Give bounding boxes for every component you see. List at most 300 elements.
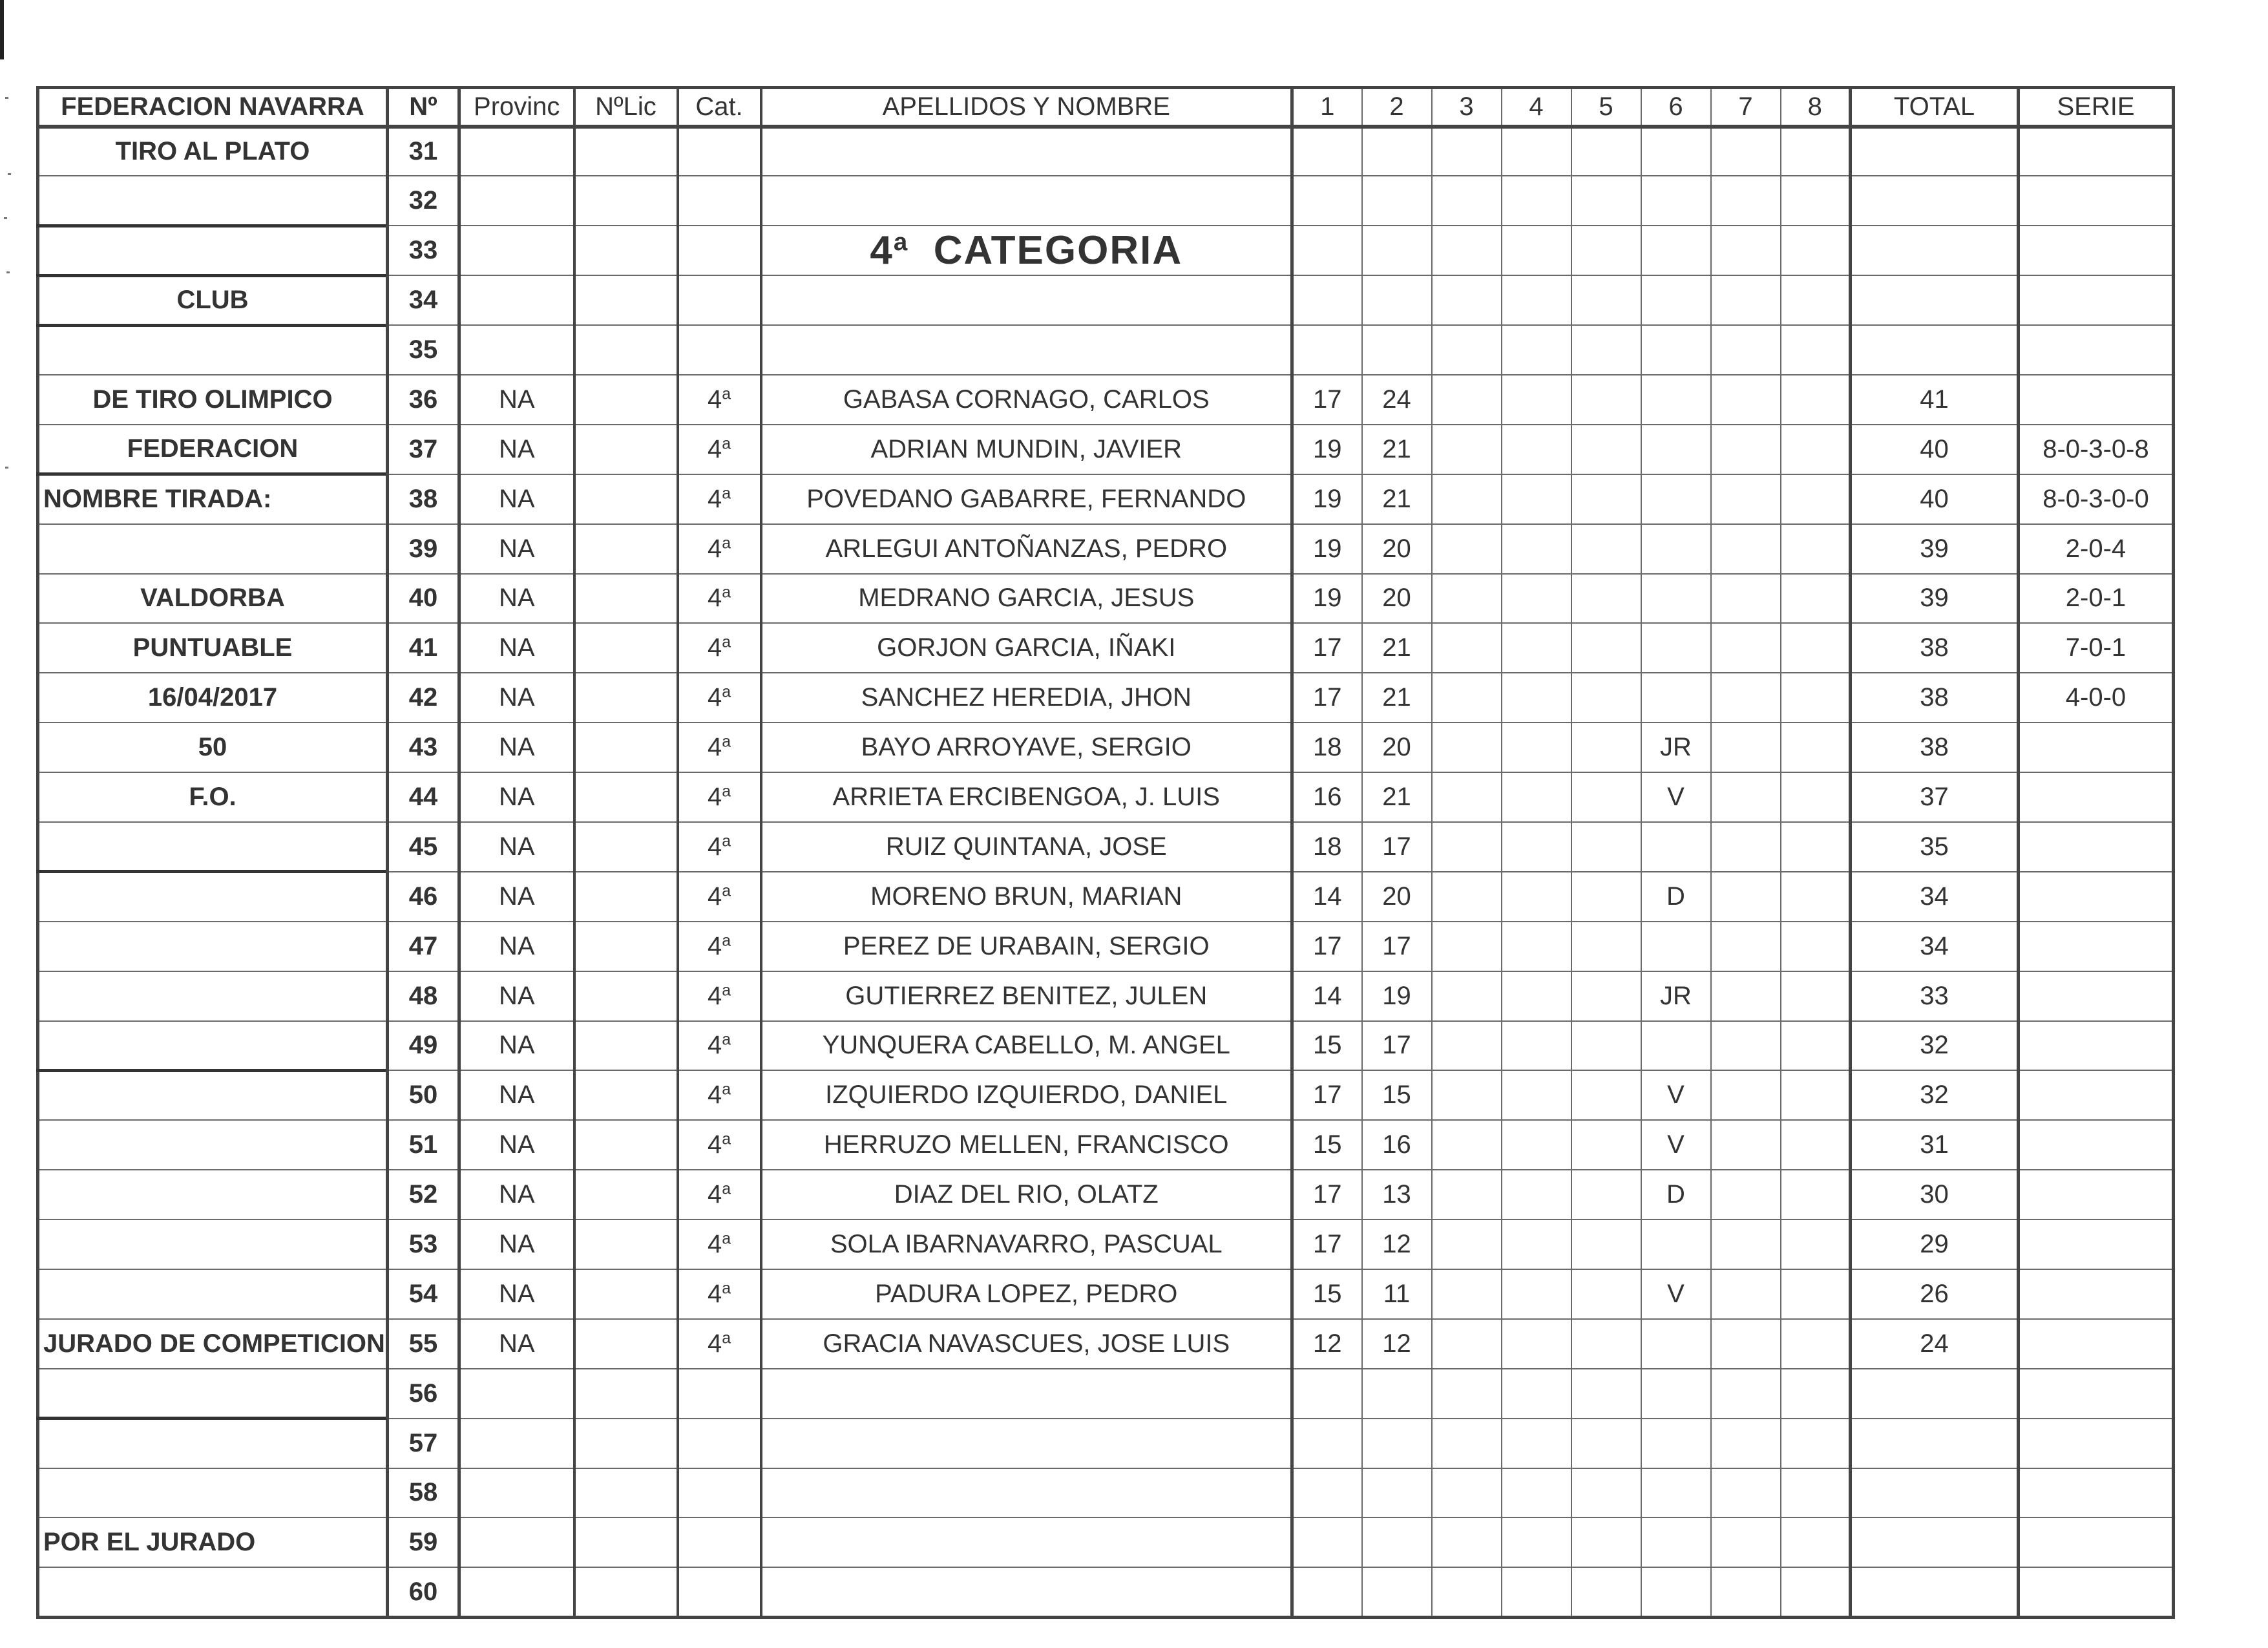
round-4-score [1502,1419,1571,1468]
total-score: 33 [1851,971,2019,1021]
nlic-cell [574,474,678,524]
round-6-score [1641,226,1711,275]
round-4-score [1502,1120,1571,1170]
nlic-cell [574,922,678,971]
category-cell [678,574,761,624]
category-cell [678,922,761,971]
round-7-score [1711,1567,1781,1617]
total-score: 40 [1851,425,2019,474]
provinc-cell: NA [459,1170,574,1220]
round-6-score [1641,127,1711,176]
category-cell [678,226,761,275]
serie-cell [2019,1517,2174,1567]
shooter-name [761,1468,1292,1518]
round-5-score [1571,673,1641,723]
round-1-score: 15 [1292,1021,1362,1071]
category-ordinal: a [722,1230,731,1248]
round-3-score [1432,275,1502,325]
left-panel-cell [38,1419,388,1468]
round-6-mark [1641,574,1711,624]
round-4-score [1502,1170,1571,1220]
provinc-cell [459,1369,574,1419]
round-5-score [1571,127,1641,176]
shooter-name [761,1369,1292,1419]
row-number: 33 [388,226,459,275]
category-ordinal: a [722,1081,731,1099]
serie-cell [2019,772,2174,822]
round-4-score [1502,623,1571,673]
header-round-5: 5 [1571,88,1641,127]
row-number: 34 [388,275,459,325]
nlic-cell [574,574,678,624]
round-4-score [1502,971,1571,1021]
table-row [38,1517,2174,1567]
category-number: 4 [707,1180,722,1209]
round-7-score [1711,623,1781,673]
category-ordinal: a [722,783,731,801]
round-2-score [1362,1517,1432,1567]
category-ordinal: a [722,1180,731,1198]
left-panel-cell [38,1070,388,1120]
round-3-score [1432,325,1502,375]
round-5-score [1571,226,1641,275]
total-score: 38 [1851,723,2019,772]
total-score: 24 [1851,1319,2019,1369]
category-cell [678,1468,761,1518]
round-2-score: 16 [1362,1120,1432,1170]
row-number: 41 [388,623,459,673]
round-6-mark: V [1641,772,1711,822]
round-5-score [1571,822,1641,872]
serie-cell [2019,1120,2174,1170]
round-5-score [1571,723,1641,772]
round-3-score [1432,723,1502,772]
round-8-score [1781,872,1851,922]
serie-cell [2019,325,2174,375]
provinc-cell [459,1468,574,1518]
round-2-score: 13 [1362,1170,1432,1220]
round-1-score: 18 [1292,822,1362,872]
serie-cell [2019,275,2174,325]
round-6-mark: D [1641,872,1711,922]
left-panel-cell [38,176,388,226]
round-4-score [1502,474,1571,524]
round-1-score: 17 [1292,375,1362,425]
left-panel-cell [38,1369,388,1419]
shooter-name: ARRIETA ERCIBENGOA, J. LUIS [761,772,1292,822]
provinc-cell: NA [459,1319,574,1369]
total-score: 35 [1851,822,2019,872]
serie-cell: 2-0-4 [2019,524,2174,574]
nlic-cell [574,872,678,922]
shooter-name: MORENO BRUN, MARIAN [761,872,1292,922]
shooter-name: POVEDANO GABARRE, FERNANDO [761,474,1292,524]
nlic-cell [574,226,678,275]
round-3-score [1432,872,1502,922]
category-cell [678,1220,761,1269]
round-4-score [1502,1369,1571,1419]
round-4-score [1502,275,1571,325]
round-6-mark [1641,822,1711,872]
table-row [38,1070,2174,1120]
header-round-4: 4 [1502,88,1571,127]
nlic-cell [574,375,678,425]
category-ordinal: a [722,683,731,701]
table-row [38,226,2174,275]
round-5-score [1571,971,1641,1021]
left-panel-cell [38,1120,388,1170]
round-1-score: 17 [1292,1170,1362,1220]
total-score: 38 [1851,673,2019,723]
provinc-cell: NA [459,574,574,624]
round-4-score [1502,822,1571,872]
round-2-score: 17 [1362,922,1432,971]
round-6-score [1641,325,1711,375]
serie-cell [2019,375,2174,425]
round-1-score [1292,1369,1362,1419]
table-row [38,1220,2174,1269]
provinc-cell: NA [459,425,574,474]
provinc-cell: NA [459,872,574,922]
round-3-score [1432,375,1502,425]
row-number: 48 [388,971,459,1021]
header-cat: Cat. [678,88,761,127]
provinc-cell: NA [459,1269,574,1319]
scan-edge-mark [0,0,4,59]
row-number: 56 [388,1369,459,1419]
category-number: 4 [707,1130,722,1159]
round-1-score: 14 [1292,872,1362,922]
round-7-score [1711,325,1781,375]
total-score: 37 [1851,772,2019,822]
total-score [1851,325,2019,375]
category-ordinal: a [722,1280,731,1298]
round-4-score [1502,1021,1571,1071]
round-8-score [1781,772,1851,822]
category-cell [678,872,761,922]
provinc-cell: NA [459,922,574,971]
serie-cell [2019,127,2174,176]
header-num: Nº [388,88,459,127]
nlic-cell [574,524,678,574]
round-7-score [1711,673,1781,723]
left-panel-cell [38,1220,388,1269]
round-1-score: 14 [1292,971,1362,1021]
round-2-score [1362,1369,1432,1419]
row-number: 36 [388,375,459,425]
category-cell [678,1170,761,1220]
serie-cell [2019,1319,2174,1369]
shooter-name: MEDRANO GARCIA, JESUS [761,574,1292,624]
round-6-mark [1641,1220,1711,1269]
category-cell [678,1120,761,1170]
provinc-cell: NA [459,375,574,425]
provinc-cell: NA [459,723,574,772]
round-4-score [1502,1319,1571,1369]
total-score: 26 [1851,1269,2019,1319]
row-number: 38 [388,474,459,524]
left-panel-cell: PUNTUABLE [38,623,388,673]
table-row [38,623,2174,673]
shooter-name: GORJON GARCIA, IÑAKI [761,623,1292,673]
round-3-score [1432,425,1502,474]
category-ordinal: a [722,932,731,950]
nlic-cell [574,1517,678,1567]
serie-cell: 4-0-0 [2019,673,2174,723]
nlic-cell [574,971,678,1021]
table-row [38,922,2174,971]
round-6-score [1641,176,1711,226]
round-2-score: 15 [1362,1070,1432,1120]
round-3-score [1432,1021,1502,1071]
round-8-score [1781,971,1851,1021]
round-4-score [1502,574,1571,624]
serie-cell [2019,1170,2174,1220]
category-ordinal: a [722,534,731,552]
round-3-score [1432,127,1502,176]
round-7-score [1711,176,1781,226]
round-2-score [1362,325,1432,375]
round-6-score [1641,1369,1711,1419]
left-panel-cell: 50 [38,723,388,772]
provinc-cell: NA [459,1120,574,1170]
round-8-score [1781,1567,1851,1617]
round-4-score [1502,872,1571,922]
category-ordinal: a [722,1329,731,1347]
serie-cell [2019,1369,2174,1419]
round-7-score [1711,1369,1781,1419]
row-number: 46 [388,872,459,922]
left-panel-cell: F.O. [38,772,388,822]
round-8-score [1781,623,1851,673]
round-3-score [1432,1269,1502,1319]
shooter-name: PEREZ DE URABAIN, SERGIO [761,922,1292,971]
round-3-score [1432,1517,1502,1567]
provinc-cell: NA [459,1021,574,1071]
round-5-score [1571,1517,1641,1567]
round-2-score [1362,1468,1432,1518]
round-3-score [1432,1369,1502,1419]
round-8-score [1781,1419,1851,1468]
round-3-score [1432,971,1502,1021]
nlic-cell [574,1070,678,1120]
category-cell [678,1269,761,1319]
round-3-score [1432,673,1502,723]
nlic-cell [574,623,678,673]
table-row [38,1120,2174,1170]
round-1-score: 19 [1292,425,1362,474]
shooter-name: PADURA LOPEZ, PEDRO [761,1269,1292,1319]
row-number: 54 [388,1269,459,1319]
category-cell [678,325,761,375]
banner-text: CATEGORIA [933,228,1183,273]
category-number: 4 [707,534,722,563]
round-7-score [1711,375,1781,425]
total-score: 31 [1851,1120,2019,1170]
category-number: 4 [707,385,722,414]
category-ordinal: a [722,633,731,651]
serie-cell [2019,723,2174,772]
round-1-score [1292,1567,1362,1617]
serie-cell: 2-0-1 [2019,574,2174,624]
table-row [38,474,2174,524]
round-7-score [1711,723,1781,772]
round-3-score [1432,623,1502,673]
round-7-score [1711,127,1781,176]
round-7-score [1711,425,1781,474]
row-number: 55 [388,1319,459,1369]
category-cell [678,1567,761,1617]
left-panel-cell [38,1170,388,1220]
round-4-score [1502,922,1571,971]
provinc-cell [459,127,574,176]
category-cell [678,375,761,425]
round-8-score [1781,574,1851,624]
table-row [38,574,2174,624]
total-score: 29 [1851,1220,2019,1269]
shooter-name [761,127,1292,176]
round-1-score: 17 [1292,922,1362,971]
total-score [1851,1419,2019,1468]
left-panel-cell [38,226,388,275]
category-ordinal: a [722,1031,731,1049]
round-6-mark [1641,1021,1711,1071]
shooter-name: GRACIA NAVASCUES, JOSE LUIS [761,1319,1292,1369]
round-7-score [1711,1120,1781,1170]
left-panel-cell [38,1468,388,1518]
round-6-mark [1641,623,1711,673]
left-panel-cell [38,822,388,872]
serie-cell [2019,176,2174,226]
provinc-cell: NA [459,524,574,574]
round-8-score [1781,822,1851,872]
shooter-name: SANCHEZ HEREDIA, JHON [761,673,1292,723]
shooter-name: BAYO ARROYAVE, SERGIO [761,723,1292,772]
round-1-score: 17 [1292,673,1362,723]
nlic-cell [574,1021,678,1071]
serie-cell [2019,1070,2174,1120]
round-6-mark: V [1641,1120,1711,1170]
round-5-score [1571,1070,1641,1120]
shooter-name: ARLEGUI ANTOÑANZAS, PEDRO [761,524,1292,574]
round-8-score [1781,474,1851,524]
round-2-score: 17 [1362,822,1432,872]
shooter-name: DIAZ DEL RIO, OLATZ [761,1170,1292,1220]
round-5-score [1571,176,1641,226]
category-ordinal: a [722,584,731,602]
nlic-cell [574,1319,678,1369]
header-round-3: 3 [1432,88,1502,127]
round-7-score [1711,1269,1781,1319]
shooter-name [761,1419,1292,1468]
round-8-score [1781,375,1851,425]
round-8-score [1781,425,1851,474]
round-2-score: 24 [1362,375,1432,425]
round-8-score [1781,226,1851,275]
round-2-score: 17 [1362,1021,1432,1071]
total-score: 34 [1851,872,2019,922]
round-2-score: 21 [1362,772,1432,822]
round-8-score [1781,1319,1851,1369]
row-number: 31 [388,127,459,176]
round-7-score [1711,574,1781,624]
category-number: 4 [707,1329,722,1358]
left-panel-cell [38,1021,388,1071]
round-4-score [1502,524,1571,574]
category-cell [678,474,761,524]
left-panel-cell: FEDERACION [38,425,388,474]
row-number: 43 [388,723,459,772]
nlic-cell [574,425,678,474]
round-2-score: 12 [1362,1319,1432,1369]
table-row [38,1269,2174,1319]
left-panel-cell [38,325,388,375]
round-6-mark: V [1641,1070,1711,1120]
round-4-score [1502,1517,1571,1567]
round-7-score [1711,226,1781,275]
left-panel-cell [38,971,388,1021]
category-ordinal: a [722,385,731,403]
round-6-mark: D [1641,1170,1711,1220]
header-federation: FEDERACION NAVARRA [38,88,388,127]
provinc-cell: NA [459,1220,574,1269]
serie-cell [2019,872,2174,922]
round-6-score [1641,1419,1711,1468]
round-7-score [1711,1170,1781,1220]
round-1-score [1292,1517,1362,1567]
nlic-cell [574,1170,678,1220]
round-4-score [1502,226,1571,275]
left-panel-cell: CLUB [38,275,388,325]
serie-cell [2019,922,2174,971]
header-total: TOTAL [1851,88,2019,127]
round-1-score [1292,127,1362,176]
total-score [1851,1468,2019,1518]
provinc-cell: NA [459,971,574,1021]
provinc-cell [459,275,574,325]
category-ordinal: a [722,733,731,751]
provinc-cell [459,1419,574,1468]
round-3-score [1432,822,1502,872]
table-row [38,375,2174,425]
round-1-score: 19 [1292,474,1362,524]
round-5-score [1571,1567,1641,1617]
header-row [38,88,2174,127]
row-number: 35 [388,325,459,375]
round-1-score: 17 [1292,623,1362,673]
round-6-score [1641,275,1711,325]
nlic-cell [574,275,678,325]
row-number: 53 [388,1220,459,1269]
total-score: 39 [1851,574,2019,624]
round-3-score [1432,1170,1502,1220]
provinc-cell [459,325,574,375]
round-4-score [1502,673,1571,723]
shooter-name: HERRUZO MELLEN, FRANCISCO [761,1120,1292,1170]
serie-cell: 8-0-3-0-0 [2019,474,2174,524]
table-row [38,772,2174,822]
round-6-mark [1641,375,1711,425]
round-4-score [1502,723,1571,772]
round-3-score [1432,524,1502,574]
header-round-6: 6 [1641,88,1711,127]
left-panel-cell: DE TIRO OLIMPICO [38,375,388,425]
round-7-score [1711,1468,1781,1518]
round-7-score [1711,1419,1781,1468]
category-cell [678,176,761,226]
round-1-score: 17 [1292,1220,1362,1269]
total-score: 38 [1851,623,2019,673]
